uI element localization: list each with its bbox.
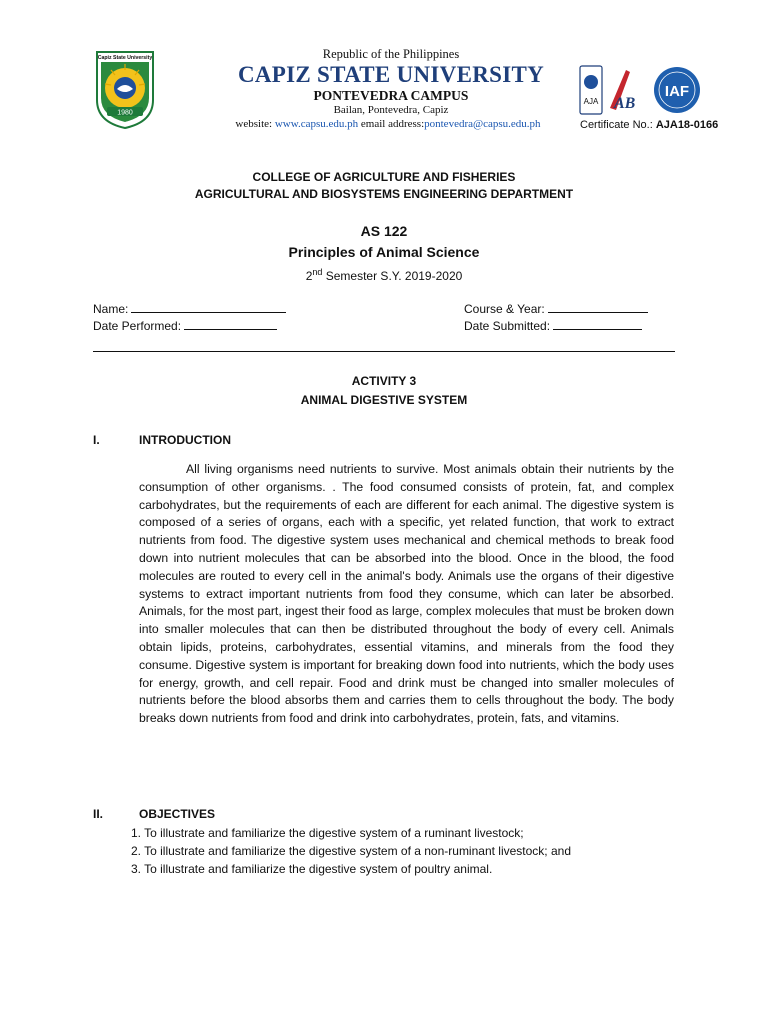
name-field[interactable] [93, 301, 286, 317]
introduction-paragraph: All living organisms need nutrients to survive. Most animals obtain their nutrients by the consumption of other organisms. . The food consumed consists of protein, fat, and complex carbohydrates, but the requirements of each are different for each animal. The digestive system is composed of a series of organs, each with a specific, yet related function, that work to extract nutrients from food. The digestive system uses mechanical and chemical methods to break food down into nutrient molecules that can be absorbed into the blood. Once in the blood, the food molecules are routed to every cell in the animal's body. Animals use the organs of their digestive systems to extract important nutrients from food they consume, which can later be absorbed. Animals, for the most part, ingest their food as large, complex molecules that must be broken down into smaller molecules that can then be distributed throughout the body of every cell. Animals obtain lipids, proteins, carbohydrates, essential vitamins, and minerals from the food they consume. Digestive system is important for breaking down food into nutrients, which the body uses for energy, growth, and cell repair. Food and drink must be changed into smaller molecules of nutrients before the blood absorbs them and carries them to cells throughout the body. The body breaks down nutrients from food and drink into carbohydrates, protein, fats, and vitamins. [139, 462, 674, 726]
department-name: AGRICULTURAL AND BIOSYSTEMS ENGINEERING DEPARTMENT [194, 187, 574, 201]
seal-caption: Capiz State University [97, 55, 153, 61]
objective-item: 3. To illustrate and familiarize the digestive system of poultry animal. [131, 862, 493, 876]
email-link[interactable]: pontevedra@capsu.edu.ph [424, 118, 541, 130]
activity-number: ACTIVITY 3 [351, 374, 417, 388]
date-submitted-field[interactable] [464, 318, 642, 334]
activity-title: ANIMAL DIGESTIVE SYSTEM [300, 393, 468, 407]
semester-line [0, 263, 768, 285]
divider-line [93, 351, 675, 352]
aja-logo-text: AJA [583, 97, 599, 106]
objectives-list [131, 824, 571, 878]
course-year-blank[interactable] [548, 301, 648, 313]
name-blank[interactable] [131, 301, 286, 313]
course-code: AS 122 [360, 223, 408, 239]
capsu-seal-logo [93, 48, 157, 130]
college-department [0, 169, 768, 203]
objective-item: 1. To illustrate and familiarize the digestive system of a ruminant livestock; [131, 826, 524, 840]
date-performed-blank[interactable] [184, 318, 277, 330]
name-label: Name: [93, 302, 129, 316]
section-1-title: INTRODUCTION [139, 433, 231, 447]
certificate-number [580, 119, 718, 131]
contact-line [199, 117, 577, 131]
certificate-value: AJA18-0166 [655, 119, 719, 131]
semester-number: 2 [305, 269, 313, 283]
university-name: CAPIZ STATE UNIVERSITY [237, 62, 545, 87]
course-year-field[interactable] [464, 301, 648, 317]
iaf-logo-text: IAF [664, 83, 690, 100]
course-year-label: Course & Year: [464, 302, 545, 316]
campus-name: PONTEVEDRA CAMPUS [313, 88, 469, 103]
email-label: email address: [360, 118, 425, 130]
date-performed-label: Date Performed: [93, 319, 182, 333]
section-2-number: II. [93, 807, 104, 821]
date-submitted-label: Date Submitted: [464, 319, 551, 333]
section-2-title: OBJECTIVES [139, 807, 216, 821]
semester-ordinal: nd [312, 267, 323, 277]
republic-line: Republic of the Philippines [322, 47, 460, 61]
college-name: COLLEGE OF AGRICULTURE AND FISHERIES [252, 170, 516, 184]
objective-item: 2. To illustrate and familiarize the digestive system of a non-ruminant livestock; and [131, 844, 571, 858]
date-performed-field[interactable] [93, 318, 277, 334]
website-link[interactable]: www.capsu.edu.ph [274, 118, 359, 130]
section-1-number: I. [93, 433, 100, 447]
svg-text:AB: AB [614, 95, 636, 112]
certificate-label: Certificate No.: [580, 119, 653, 131]
campus-address: Bailan, Pontevedra, Capiz [333, 104, 449, 116]
website-label: website: [235, 118, 273, 130]
date-submitted-blank[interactable] [553, 318, 642, 330]
semester-text: Semester S.Y. 2019-2020 [325, 269, 463, 283]
course-title: Principles of Animal Science [288, 244, 480, 260]
seal-year: 1980 [117, 109, 133, 117]
letterhead [205, 47, 577, 131]
